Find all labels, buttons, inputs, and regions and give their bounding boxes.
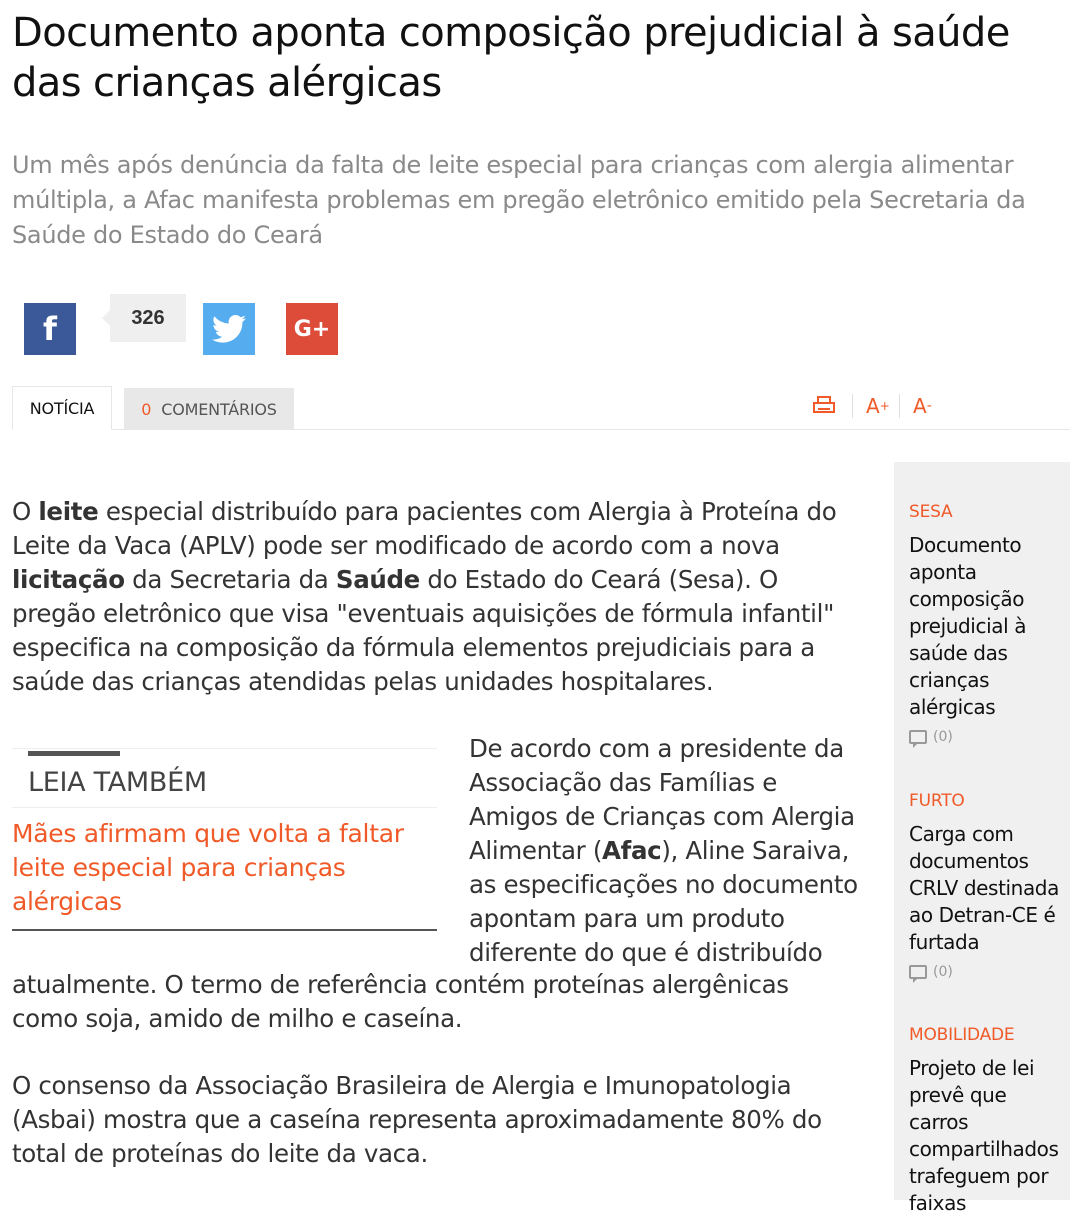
- font-decrease-sup: -: [926, 398, 932, 414]
- font-increase-icon: A: [866, 394, 880, 418]
- leia-tambem-heading: LEIA TAMBÉM: [28, 767, 207, 798]
- facebook-icon: f: [43, 310, 57, 348]
- facebook-share-button[interactable]: [24, 303, 76, 355]
- tab-noticia[interactable]: [12, 386, 112, 430]
- comment-icon: [909, 730, 927, 744]
- bold-keyword: leite: [38, 497, 99, 526]
- related-news-item[interactable]: [909, 1025, 1067, 1217]
- article-paragraph-3: O consenso da Associação Brasileira de Alergia e Imunopatologia (Asbai) mostra que a caseína representa aproximadamente 80% do total de proteínas do leite da vaca.: [12, 1071, 822, 1168]
- leia-tambem-bar: [28, 751, 120, 756]
- font-decrease-button[interactable]: [913, 390, 932, 422]
- related-news-category[interactable]: MOBILIDADE: [909, 1025, 1015, 1045]
- leia-tambem-link[interactable]: Mães afirmam que volta a faltar leite especial para crianças alérgicas: [12, 819, 404, 916]
- leia-tambem-box: [12, 748, 437, 931]
- article-paragraph-2: De acordo com a presidente da Associação das Famílias e Amigos de Crianças com Alergia Alimentar (Afac), Aline Saraiva, as especificações no documento apontam para um produto diferente do que é distribuído: [469, 734, 858, 967]
- comments-count: 0: [141, 399, 152, 419]
- print-button[interactable]: [812, 390, 836, 422]
- related-news-sidebar: [894, 462, 1070, 1215]
- twitter-icon: [212, 314, 246, 344]
- font-decrease-icon: A: [913, 394, 927, 418]
- comment-icon: [909, 965, 927, 979]
- tab-comentarios[interactable]: [124, 388, 294, 430]
- related-news-item[interactable]: [909, 791, 1067, 980]
- share-count: 326: [110, 294, 186, 342]
- print-icon: [812, 396, 836, 416]
- related-news-comment-count: (0): [933, 964, 953, 980]
- related-news-title[interactable]: Projeto de lei prevê que carros compartilhados trafeguem por faixas: [909, 1056, 1059, 1215]
- related-news-comment-count: (0): [933, 729, 953, 745]
- bold-keyword: Afac: [602, 836, 662, 865]
- tab-comentarios-label: COMENTÁRIOS: [161, 399, 277, 419]
- article-tabs: [12, 386, 1070, 430]
- leia-tambem-divider: [12, 807, 437, 808]
- tab-noticia-label: NOTÍCIA: [29, 398, 95, 418]
- font-increase-button[interactable]: [866, 390, 890, 422]
- googleplus-share-button[interactable]: [286, 303, 338, 355]
- article-title: Documento aponta composição prejudicial à saúde das crianças alérgicas: [12, 10, 1010, 106]
- tools-divider: [899, 394, 900, 418]
- related-news-category[interactable]: SESA: [909, 502, 953, 522]
- twitter-share-button[interactable]: [203, 303, 255, 355]
- article-paragraph-1: O leite especial distribuído para pacientes com Alergia à Proteína do Leite da Vaca (APLV) pode ser modificado de acordo com a nova licitação da Secretaria da Saúde do Estado do Ceará (Sesa). O pregão eletrônico que visa "eventuais aquisições de fórmula infantil" especifica na composição da fórmula elementos prejudiciais para a saúde das crianças atendidas pelas unidades hospitalares.: [12, 497, 837, 696]
- article-paragraph-2-continued: atualmente. O termo de referência contém proteínas alergênicas como soja, amido de milho e caseína.: [12, 970, 789, 1033]
- related-news-title[interactable]: Documento aponta composição prejudicial à saúde das crianças alérgicas: [909, 533, 1027, 719]
- related-news-comments[interactable]: [909, 964, 1067, 980]
- bold-keyword: Saúde: [335, 565, 420, 594]
- font-increase-sup: +: [879, 399, 890, 413]
- googleplus-icon: G+: [293, 316, 331, 342]
- tools-divider: [852, 394, 853, 418]
- related-news-title[interactable]: Carga com documentos CRLV destinada ao Detran-CE é furtada: [909, 822, 1059, 954]
- article-subtitle: Um mês após denúncia da falta de leite especial para crianças com alergia alimentar múltipla, a Afac manifesta problemas em pregão eletrônico emitido pela Secretaria da Saúde do Estado do Ceará: [12, 151, 1026, 249]
- related-news-category[interactable]: FURTO: [909, 791, 965, 811]
- related-news-comments[interactable]: [909, 729, 1067, 745]
- bold-keyword: licitação: [12, 565, 125, 594]
- related-news-item[interactable]: [909, 502, 1067, 745]
